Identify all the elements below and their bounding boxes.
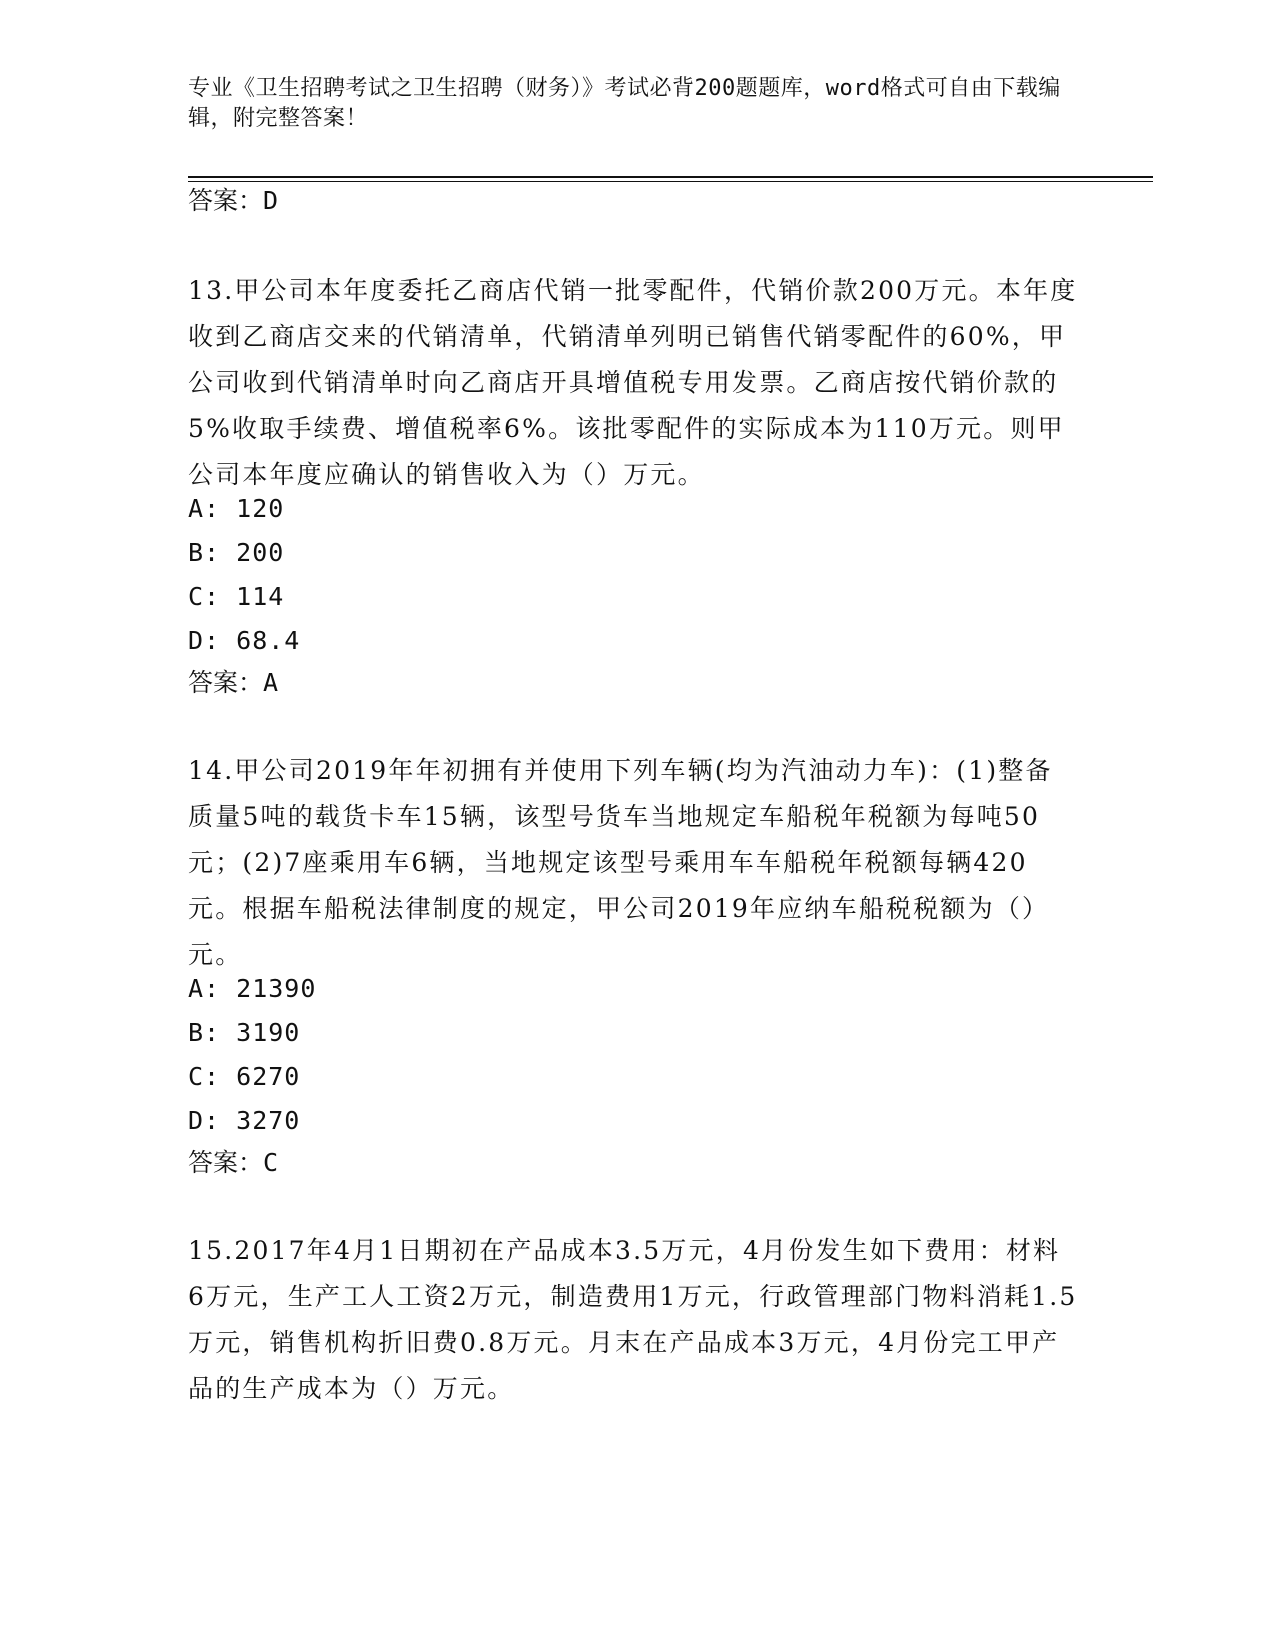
question-13-answer: 答案：A bbox=[188, 668, 279, 697]
question-14-text: 14.甲公司2019年年初拥有并使用下列车辆(均为汽油动力车)：(1)整备质量5吨的载货卡车15辆，该型号货车当地规定车船税年税额为每吨50元；(2)7座乘用车6辆，当地规定该型号乘用车车船税年税额每辆420元。根据车船税法律制度的规定，甲公司2019年应纳车船税税额为（）元。 bbox=[188, 756, 1053, 969]
question-15-text: 15.2017年4月1日期初在产品成本3.5万元，4月份发生如下费用：材料6万元，生产工人工资2万元，制造费用1万元，行政管理部门物料消耗1.5万元，销售机构折旧费0.8万元。月末在产品成本3万元，4月份完工甲产品的生产成本为（）万元。 bbox=[188, 1236, 1078, 1403]
answer-12: 答案：D bbox=[188, 186, 279, 215]
question-14-option-d: D: 3270 bbox=[188, 1106, 301, 1135]
header-rule-thin bbox=[188, 181, 1153, 182]
question-14-option-c: C: 6270 bbox=[188, 1062, 301, 1091]
question-14-option-b: B: 3190 bbox=[188, 1018, 301, 1047]
document-header: 专业《卫生招聘考试之卫生招聘（财务）》考试必背200题题库，word格式可自由下载编辑，附完整答案！ bbox=[188, 76, 1061, 131]
question-13-option-c: C: 114 bbox=[188, 582, 285, 611]
question-14-answer: 答案：C bbox=[188, 1148, 279, 1177]
question-13-text: 13.甲公司本年度委托乙商店代销一批零配件，代销价款200万元。本年度收到乙商店交来的代销清单，代销清单列明已销售代销零配件的60%，甲公司收到代销清单时向乙商店开具增值税专用发票。乙商店按代销价款的5%收取手续费、增值税率6%。该批零配件的实际成本为110万元。则甲公司本年度应确认的销售收入为（）万元。 bbox=[188, 276, 1078, 489]
question-13-option-a: A: 120 bbox=[188, 494, 285, 523]
question-13-option-b: B: 200 bbox=[188, 538, 285, 567]
question-14-option-a: A: 21390 bbox=[188, 974, 317, 1003]
question-13-option-d: D: 68.4 bbox=[188, 626, 301, 655]
header-rule bbox=[188, 176, 1153, 178]
